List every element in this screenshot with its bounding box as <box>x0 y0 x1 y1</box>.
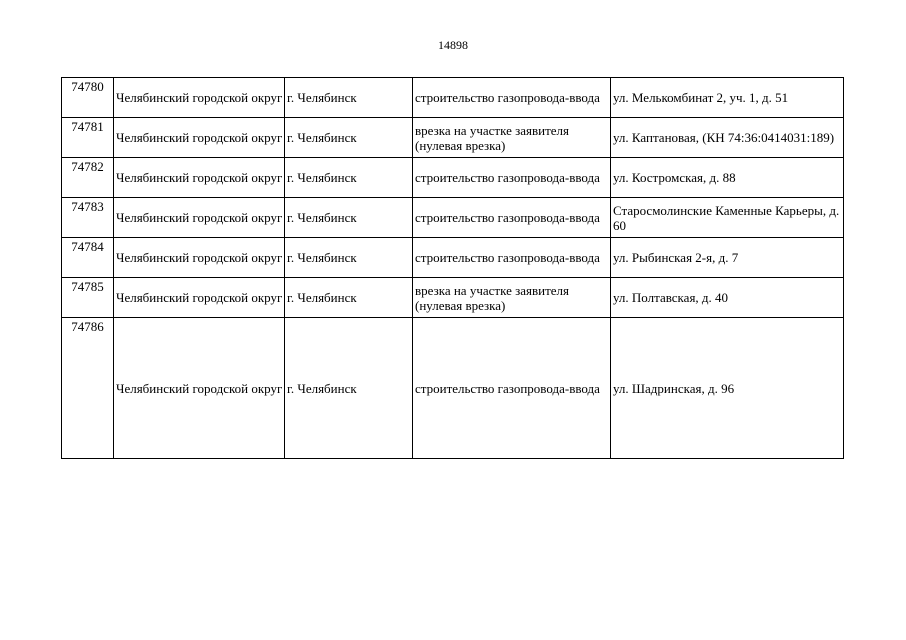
district-cell: Челябинский городской округ <box>114 198 285 238</box>
city-cell: г. Челябинск <box>285 158 413 198</box>
work-type-cell: строительство газопровода-ввода <box>413 198 611 238</box>
address-cell: Старосмолинские Каменные Карьеры, д. 60 <box>611 198 844 238</box>
city-cell: г. Челябинск <box>285 318 413 459</box>
row-number: 74782 <box>62 158 114 198</box>
address-cell: ул. Каптановая, (КН 74:36:0414031:189) <box>611 118 844 158</box>
table-row <box>62 318 844 459</box>
row-number: 74786 <box>62 318 114 459</box>
work-type-cell: врезка на участке заявителя (нулевая врезка) <box>413 118 611 158</box>
city-cell: г. Челябинск <box>285 198 413 238</box>
address-cell: ул. Полтавская, д. 40 <box>611 278 844 318</box>
table-row <box>62 78 844 118</box>
address-cell: ул. Рыбинская 2-я, д. 7 <box>611 238 844 278</box>
work-type-cell: строительство газопровода-ввода <box>413 318 611 459</box>
city-cell: г. Челябинск <box>285 278 413 318</box>
work-type-cell: строительство газопровода-ввода <box>413 78 611 118</box>
district-cell: Челябинский городской округ <box>114 318 285 459</box>
address-cell: ул. Мелькомбинат 2, уч. 1, д. 51 <box>611 78 844 118</box>
district-cell: Челябинский городской округ <box>114 78 285 118</box>
work-type-cell: строительство газопровода-ввода <box>413 158 611 198</box>
row-number: 74781 <box>62 118 114 158</box>
table-row <box>62 238 844 278</box>
gas-connection-table <box>61 77 844 459</box>
district-cell: Челябинский городской округ <box>114 158 285 198</box>
table-row <box>62 278 844 318</box>
work-type-cell: врезка на участке заявителя (нулевая врезка) <box>413 278 611 318</box>
work-type-cell: строительство газопровода-ввода <box>413 238 611 278</box>
table-row <box>62 118 844 158</box>
district-cell: Челябинский городской округ <box>114 118 285 158</box>
row-number: 74783 <box>62 198 114 238</box>
row-number: 74785 <box>62 278 114 318</box>
row-number: 74784 <box>62 238 114 278</box>
address-cell: ул. Шадринская, д. 96 <box>611 318 844 459</box>
district-cell: Челябинский городской округ <box>114 238 285 278</box>
district-cell: Челябинский городской округ <box>114 278 285 318</box>
table-row <box>62 158 844 198</box>
city-cell: г. Челябинск <box>285 118 413 158</box>
city-cell: г. Челябинск <box>285 78 413 118</box>
city-cell: г. Челябинск <box>285 238 413 278</box>
row-number: 74780 <box>62 78 114 118</box>
table-row <box>62 198 844 238</box>
page-number: 14898 <box>438 38 468 52</box>
address-cell: ул. Костромская, д. 88 <box>611 158 844 198</box>
